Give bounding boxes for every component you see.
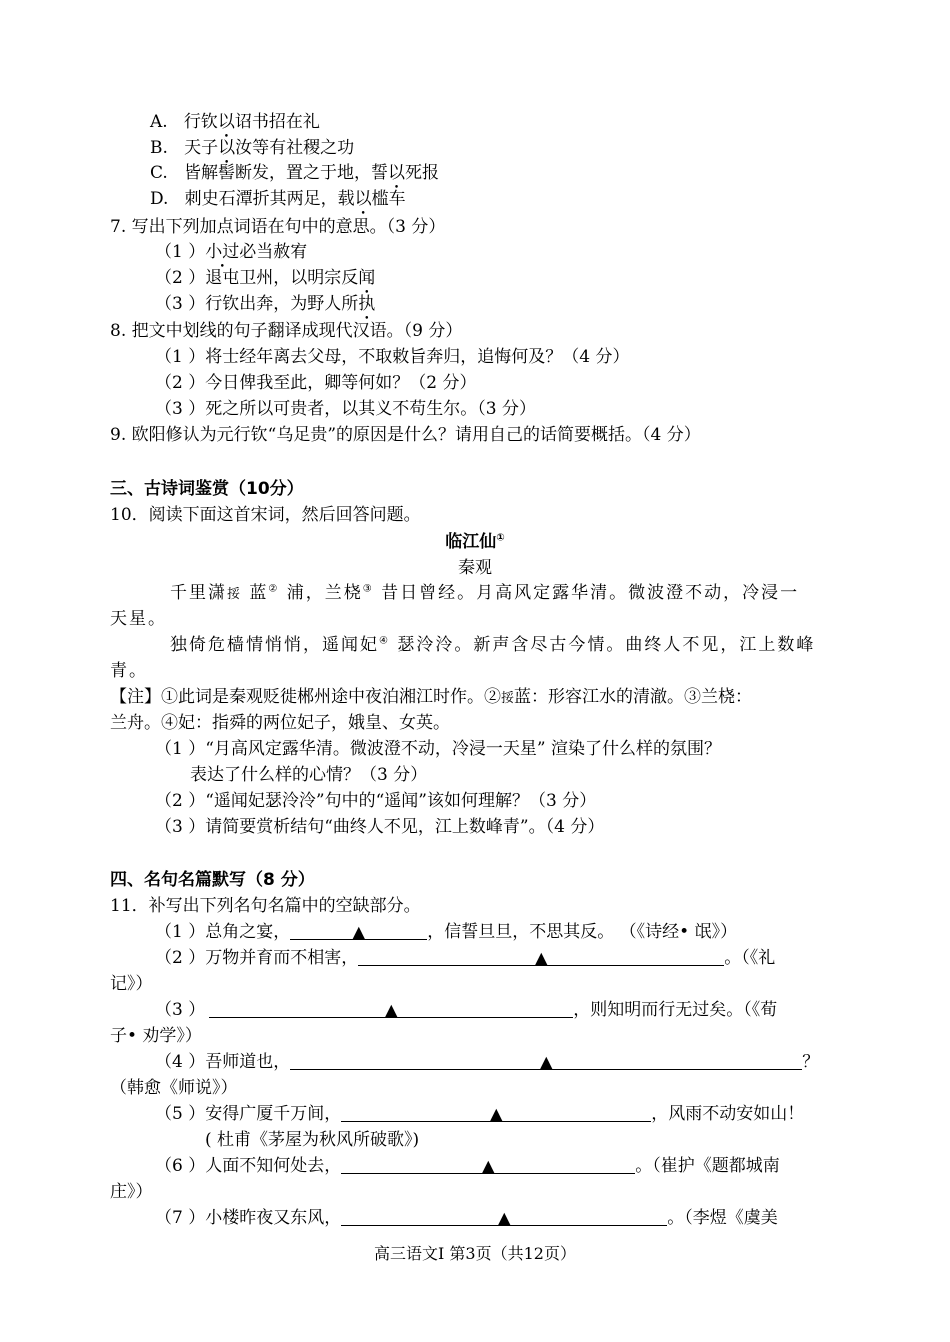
poem-stanza-1-line-1: 千里潇挼 蓝② 浦，兰桡③ 昔日曾经。月高风定露华清。微波澄不动，冷浸一	[170, 583, 800, 603]
answer-blank[interactable]: ▲	[341, 1155, 635, 1174]
poem-note-line-2: 兰舟。④妃：指舜的两位妃子，娥皇、女英。	[110, 713, 450, 733]
poem-author: 秦观	[458, 558, 492, 578]
q11-item-4-cont: （韩愈《师说》）	[110, 1078, 238, 1098]
q8-item-3: （3 ）死之所以可贵者，以其义不苟生尔。（3 分）	[155, 399, 536, 419]
poem-note-line-1: 【注】①此词是秦观贬徙郴州途中夜泊湘江时作。②挼蓝：形容江水的清澈。③兰桡：	[110, 687, 753, 707]
emphasis-dot: 以	[218, 138, 236, 158]
q8-stem: 8. 把文中划线的句子翻译成现代汉语。（9 分）	[110, 321, 463, 341]
q11-stem: 11．补写出下列名句名篇中的空缺部分。	[110, 896, 421, 916]
q11-item-4: （4 ）吾师道也， ▲ ？	[155, 1052, 820, 1072]
poem-stanza-2-line-2: 青。	[110, 661, 148, 681]
section-3-heading: 三、古诗词鉴赏（10分）	[110, 479, 304, 499]
answer-blank[interactable]: ▲	[290, 921, 427, 940]
q11-item-3-cont: 子• 劝学》）	[110, 1026, 202, 1046]
q8-item-2: （2 ）今日俾我至此，卿等何如？（2 分）	[155, 373, 477, 393]
q11-item-5-cont: ( 杜甫《茅屋为秋风所破歌》)	[205, 1130, 420, 1150]
emphasis-dot: 闻	[358, 268, 376, 288]
q6-option-a: A. 行钦以诏书招在礼	[150, 112, 320, 132]
q11-item-3: （3 ） ▲ ，则知明而行无过矣。（《荀	[155, 1000, 778, 1020]
q10-sub-1-line-2: 表达了什么样的心情？（3 分）	[190, 765, 428, 785]
poem-stanza-2-line-1: 独倚危樯情悄悄，遥闻妃④ 瑟泠泠。新声含尽古今情。曲终人不见，江上数峰	[170, 635, 816, 655]
q10-sub-3: （3 ）请简要赏析结句“曲终人不见，江上数峰青”。（4 分）	[155, 817, 605, 837]
answer-blank[interactable]: ▲	[358, 947, 724, 966]
q6-option-d: D. 刺史石潭折其两足，载以槛车	[150, 189, 406, 209]
q11-item-2: （2 ）万物并育而不相害， ▲ 。（《礼	[155, 948, 776, 968]
q10-stem: 10．阅读下面这首宋词，然后回答问题。	[110, 505, 421, 525]
q9-stem: 9. 欧阳修认为元行钦“乌足贵”的原因是什么？请用自己的话简要概括。（4 分）	[110, 425, 701, 445]
q11-item-7: （7 ）小楼昨夜又东风， ▲ 。（李煜《虞美	[155, 1208, 778, 1228]
q10-sub-2: （2 ）“遥闻妃瑟泠泠”句中的“遥闻”该如何理解？（3 分）	[155, 791, 597, 811]
emphasis-dot: 小过	[205, 242, 240, 262]
emphasis-dot: 以	[388, 163, 406, 183]
q7-stem: 7. 写出下列加点词语在句中的意思。（3 分）	[110, 217, 446, 237]
q7-item-1: （1 ）小过必当赦宥	[155, 242, 308, 262]
q11-item-6: （6 ）人面不知何处去， ▲ 。（崔护《题都城南	[155, 1156, 780, 1176]
answer-blank[interactable]: ▲	[290, 1051, 802, 1070]
q11-item-2-cont: 记》）	[110, 974, 153, 994]
q11-item-1: （1 ）总角之宴， ▲ ，信誓旦旦，不思其反。 （《诗经• 氓》）	[155, 922, 738, 942]
q7-item-2: （2 ）退屯卫州，以明宗反闻	[155, 268, 376, 288]
emphasis-dot: 执	[358, 294, 376, 314]
poem-stanza-1-line-2: 天星。	[110, 609, 167, 629]
answer-blank[interactable]: ▲	[341, 1103, 651, 1122]
q6-option-c: C. 皆解髻断发，置之于地，誓以死报	[150, 163, 440, 183]
q10-sub-1-line-1: （1 ）“月高风定露华清。微波澄不动，冷浸一天星” 渲染了什么样的氛围？	[155, 739, 722, 759]
q8-item-1: （1 ）将士经年离去父母，不取敕旨奔归，追悔何及？（4 分）	[155, 347, 630, 367]
q11-item-6-cont: 庄》）	[110, 1182, 153, 1202]
emphasis-dot: 以	[354, 189, 372, 209]
emphasis-dot: 以	[217, 112, 235, 132]
answer-blank[interactable]: ▲	[209, 999, 573, 1018]
poem-title: 临江仙①	[445, 532, 505, 552]
q6-option-b: B. 天子以汝等有社稷之功	[150, 138, 355, 158]
page-footer: 高三语文Ⅰ 第3页（共12页）	[374, 1244, 576, 1263]
section-4-heading: 四、名句名篇默写（8 分）	[110, 870, 315, 890]
q7-item-3: （3 ）行钦出奔，为野人所执	[155, 294, 376, 314]
q11-item-5: （5 ）安得广厦千万间， ▲ ，风雨不动安如山！	[155, 1104, 805, 1124]
answer-blank[interactable]: ▲	[341, 1207, 667, 1226]
